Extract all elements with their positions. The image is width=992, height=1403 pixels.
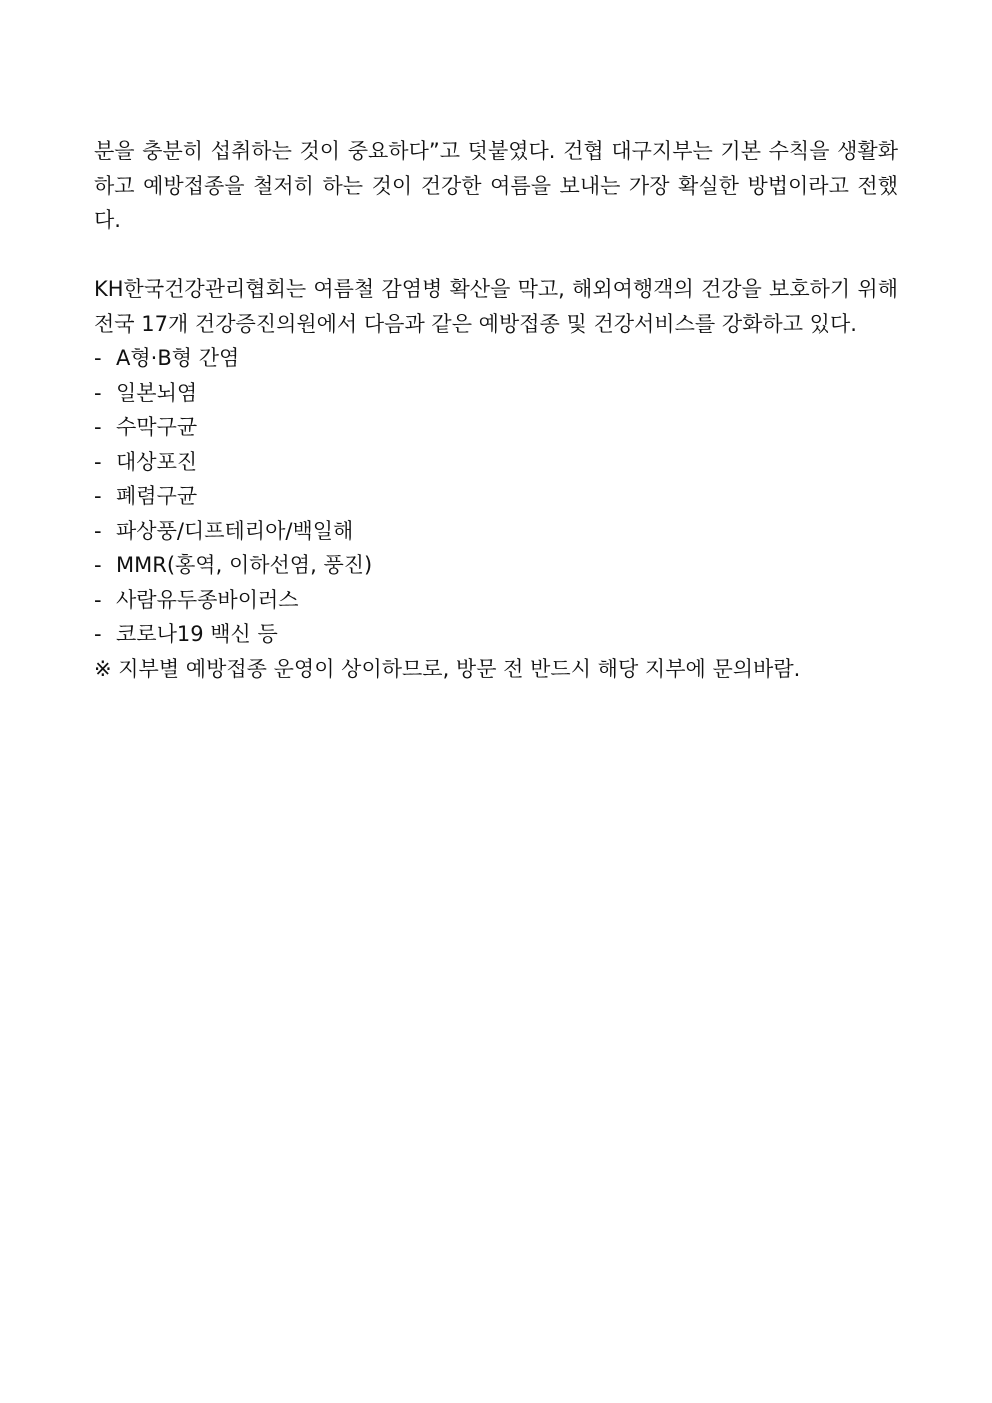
list-item (94, 410, 898, 445)
list-marker: - (94, 622, 102, 646)
list-item-text: MMR(홍역, 이하선염, 풍진) (116, 553, 373, 577)
list-item (94, 514, 898, 549)
list-marker: - (94, 587, 102, 612)
list-marker: - (94, 346, 102, 370)
document-body (94, 134, 898, 686)
list-item (94, 617, 898, 652)
branch-inquiry-note: ※ 지부별 예방접종 운영이 상이하므로, 방문 전 반드시 해당 지부에 문의바람. (94, 656, 801, 681)
vaccine-list (94, 341, 898, 652)
list-item (94, 376, 898, 411)
list-item (94, 341, 898, 376)
list-item (94, 479, 898, 514)
list-marker: - (94, 415, 102, 439)
list-item-text: 파상풍/디프테리아/백일해 (116, 518, 354, 543)
list-item-text: 사람유두종바이러스 (116, 587, 299, 612)
list-item (94, 548, 898, 583)
list-item-text: 일본뇌염 (116, 380, 198, 405)
list-item-text: 대상포진 (116, 449, 198, 474)
list-marker: - (94, 380, 102, 405)
list-item-text: 폐렴구균 (116, 484, 198, 508)
paragraph-vaccination-services: KH한국건강관리협회는 여름철 감염병 확산을 막고, 해외여행객의 건강을 보호하기 위해 전국 17개 건강증진의원에서 다음과 같은 예방접종 및 건강서비스를 강화하고 있다. (94, 277, 898, 336)
list-marker: - (94, 449, 102, 474)
list-marker: - (94, 484, 102, 508)
list-item-text: 코로나19 백신 등 (116, 622, 278, 646)
list-marker: - (94, 518, 102, 543)
list-item (94, 583, 898, 618)
list-item (94, 445, 898, 480)
list-item-text: A형·B형 간염 (116, 346, 240, 370)
list-item-text: 수막구균 (116, 415, 198, 439)
paragraph-spacer (94, 238, 898, 273)
paragraph-health-tips-closing: 분을 충분히 섭취하는 것이 중요하다”고 덧붙였다. 건협 대구지부는 기본 수칙을 생활화하고 예방접종을 철저히 하는 것이 건강한 여름을 보내는 가장 확실한 방법이라고 전했다. (94, 139, 898, 232)
list-marker: - (94, 553, 102, 577)
